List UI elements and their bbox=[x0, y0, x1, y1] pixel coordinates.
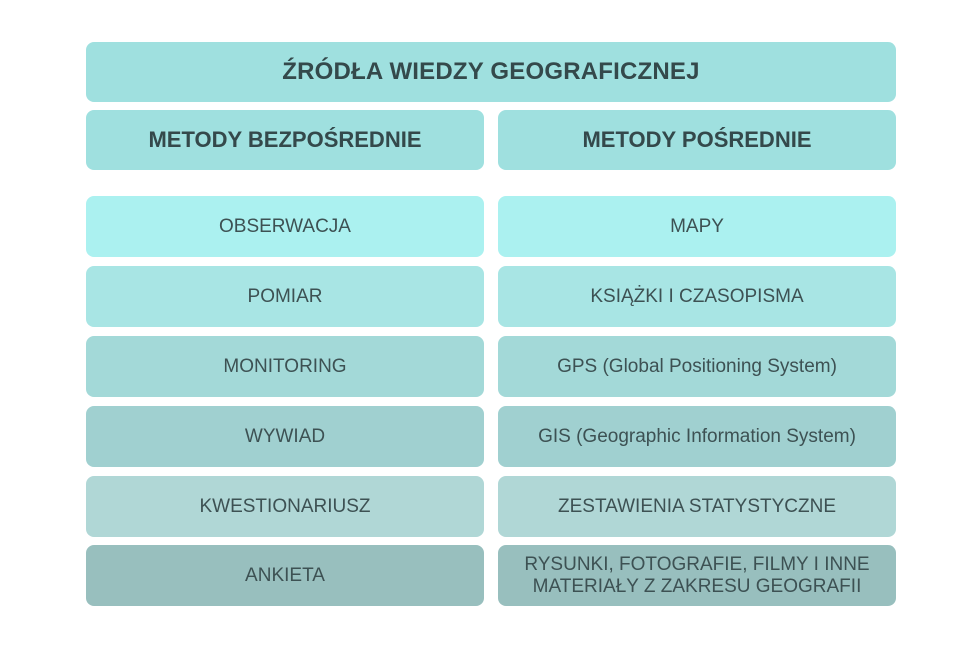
indirect-method-item: GIS (Geographic Information System) bbox=[498, 406, 896, 467]
indirect-method-item: KSIĄŻKI I CZASOPISMA bbox=[498, 266, 896, 327]
direct-method-item: KWESTIONARIUSZ bbox=[86, 476, 484, 537]
indirect-method-item: GPS (Global Positioning System) bbox=[498, 336, 896, 397]
indirect-method-item: RYSUNKI, FOTOGRAFIE, FILMY I INNE MATERIAŁY Z ZAKRESU GEOGRAFII bbox=[498, 545, 896, 606]
header-indirect-methods: METODY POŚREDNIE bbox=[498, 110, 896, 170]
indirect-method-item: ZESTAWIENIA STATYSTYCZNE bbox=[498, 476, 896, 537]
direct-method-item: WYWIAD bbox=[86, 406, 484, 467]
indirect-method-item: MAPY bbox=[498, 196, 896, 257]
direct-method-item: MONITORING bbox=[86, 336, 484, 397]
direct-method-item: OBSERWACJA bbox=[86, 196, 484, 257]
direct-method-item: POMIAR bbox=[86, 266, 484, 327]
diagram-title: ŹRÓDŁA WIEDZY GEOGRAFICZNEJ bbox=[86, 42, 896, 102]
header-direct-methods: METODY BEZPOŚREDNIE bbox=[86, 110, 484, 170]
direct-method-item: ANKIETA bbox=[86, 545, 484, 606]
